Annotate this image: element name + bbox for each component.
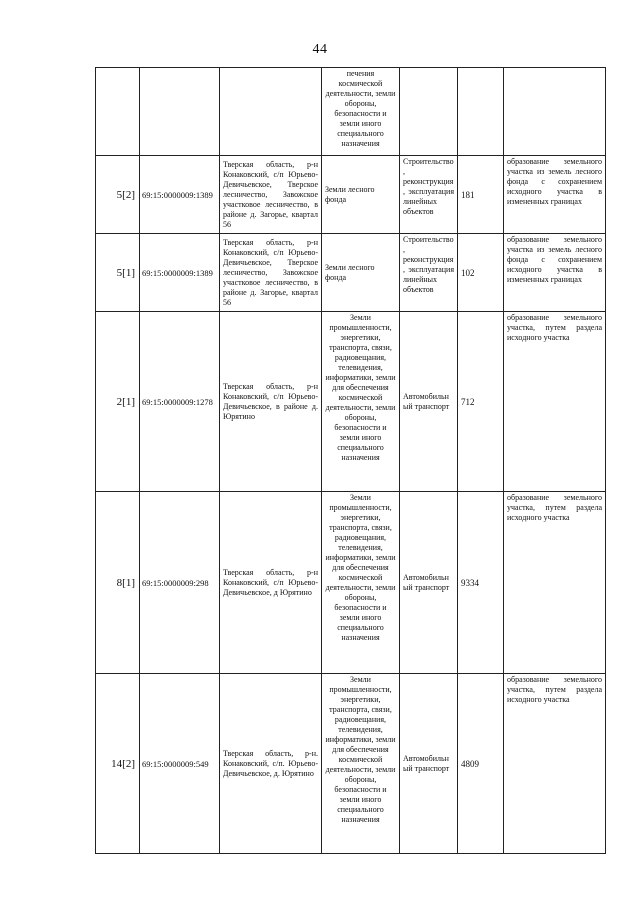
use-cell: Строительство, реконструкция, эксплуатация линейных объектов bbox=[400, 156, 458, 234]
num-cell: 8[1] bbox=[96, 492, 140, 674]
cadastral-cell: 69:15:0000009:549 bbox=[140, 674, 220, 854]
address-cell: Тверская область, р-н. Конаковский, с/п. Юрьево-Девичьевское, д. Юрятино bbox=[220, 674, 322, 854]
use-cell: Автомобильный транспорт bbox=[400, 312, 458, 492]
address-cell: Тверская область, р-н Конаковский, с/п Юрьево-Девичьевское, д Юрятино bbox=[220, 492, 322, 674]
area-cell: 712 bbox=[458, 312, 504, 492]
category-cell: Земли промышленности, энергетики, транспорта, связи, радиовещания, телевидения, информатики, земли для обеспечения космической деятельности, земли обороны, безопасности и земли иного специального назначения bbox=[322, 312, 400, 492]
use-cell bbox=[400, 68, 458, 156]
table-row bbox=[96, 674, 606, 854]
table-row bbox=[96, 156, 606, 234]
address-cell: Тверская область, р-н Конаковский, с/п Юрьево-Девичьевское, Тверское лесничество, Завожское участковое лесничество, в районе д. Загорье, квартал 56 bbox=[220, 156, 322, 234]
category-cell: Земли лесного фонда bbox=[322, 156, 400, 234]
table-row bbox=[96, 492, 606, 674]
num-cell: 2[1] bbox=[96, 312, 140, 492]
num-cell: 5[2] bbox=[96, 156, 140, 234]
cadastral-cell: 69:15:0000009:1389 bbox=[140, 156, 220, 234]
land-plots-table bbox=[95, 67, 606, 854]
use-cell: Строительство, реконструкция, эксплуатация линейных объектов bbox=[400, 234, 458, 312]
cadastral-cell: 69:15:0000009:1278 bbox=[140, 312, 220, 492]
category-cell: печения космической деятельности, земли обороны, безопасности и земли иного специального назначения bbox=[322, 68, 400, 156]
num-cell: 5[1] bbox=[96, 234, 140, 312]
category-cell: Земли лесного фонда bbox=[322, 234, 400, 312]
area-cell: 181 bbox=[458, 156, 504, 234]
page-number: 44 bbox=[312, 42, 328, 57]
area-cell bbox=[458, 68, 504, 156]
num-cell: 14[2] bbox=[96, 674, 140, 854]
note-cell: образование земельного участка из земель лесного фонда с сохранением исходного участка в измененных границах bbox=[504, 156, 606, 234]
use-cell: Автомобильный транспорт bbox=[400, 492, 458, 674]
note-cell: образование земельного участка из земель лесного фонда с сохранением исходного участка в измененных границах bbox=[504, 234, 606, 312]
note-cell: образование земельного участка, путем раздела исходного участка bbox=[504, 492, 606, 674]
note-cell bbox=[504, 68, 606, 156]
table-row bbox=[96, 312, 606, 492]
address-cell: Тверская область, р-н Конаковский, с/п Юрьево-Девичьевское, Тверское лесничество, Завожское участковое лесничество, в районе д. Загорье, квартал 56 bbox=[220, 234, 322, 312]
address-cell bbox=[220, 68, 322, 156]
note-cell: образование земельного участка, путем раздела исходного участка bbox=[504, 312, 606, 492]
num-cell bbox=[96, 68, 140, 156]
cadastral-cell: 69:15:0000009:298 bbox=[140, 492, 220, 674]
table-row bbox=[96, 234, 606, 312]
category-cell: Земли промышленности, энергетики, транспорта, связи, радиовещания, телевидения, информатики, земли для обеспечения космической деятельности, земли обороны, безопасности и земли иного специального назначения bbox=[322, 492, 400, 674]
area-cell: 4809 bbox=[458, 674, 504, 854]
cadastral-cell bbox=[140, 68, 220, 156]
table-row-continuation bbox=[96, 68, 606, 156]
use-cell: Автомобильный транспорт bbox=[400, 674, 458, 854]
address-cell: Тверская область, р-н Конаковский, с/п Юрьево-Девичьевское, в районе д. Юрятино bbox=[220, 312, 322, 492]
area-cell: 102 bbox=[458, 234, 504, 312]
area-cell: 9334 bbox=[458, 492, 504, 674]
note-cell: образование земельного участка, путем раздела исходного участка bbox=[504, 674, 606, 854]
category-cell: Земли промышленности, энергетики, транспорта, связи, радиовещания, телевидения, информатики, земли для обеспечения космической деятельности, земли обороны, безопасности и земли иного специального назначения bbox=[322, 674, 400, 854]
cadastral-cell: 69:15:0000009:1389 bbox=[140, 234, 220, 312]
